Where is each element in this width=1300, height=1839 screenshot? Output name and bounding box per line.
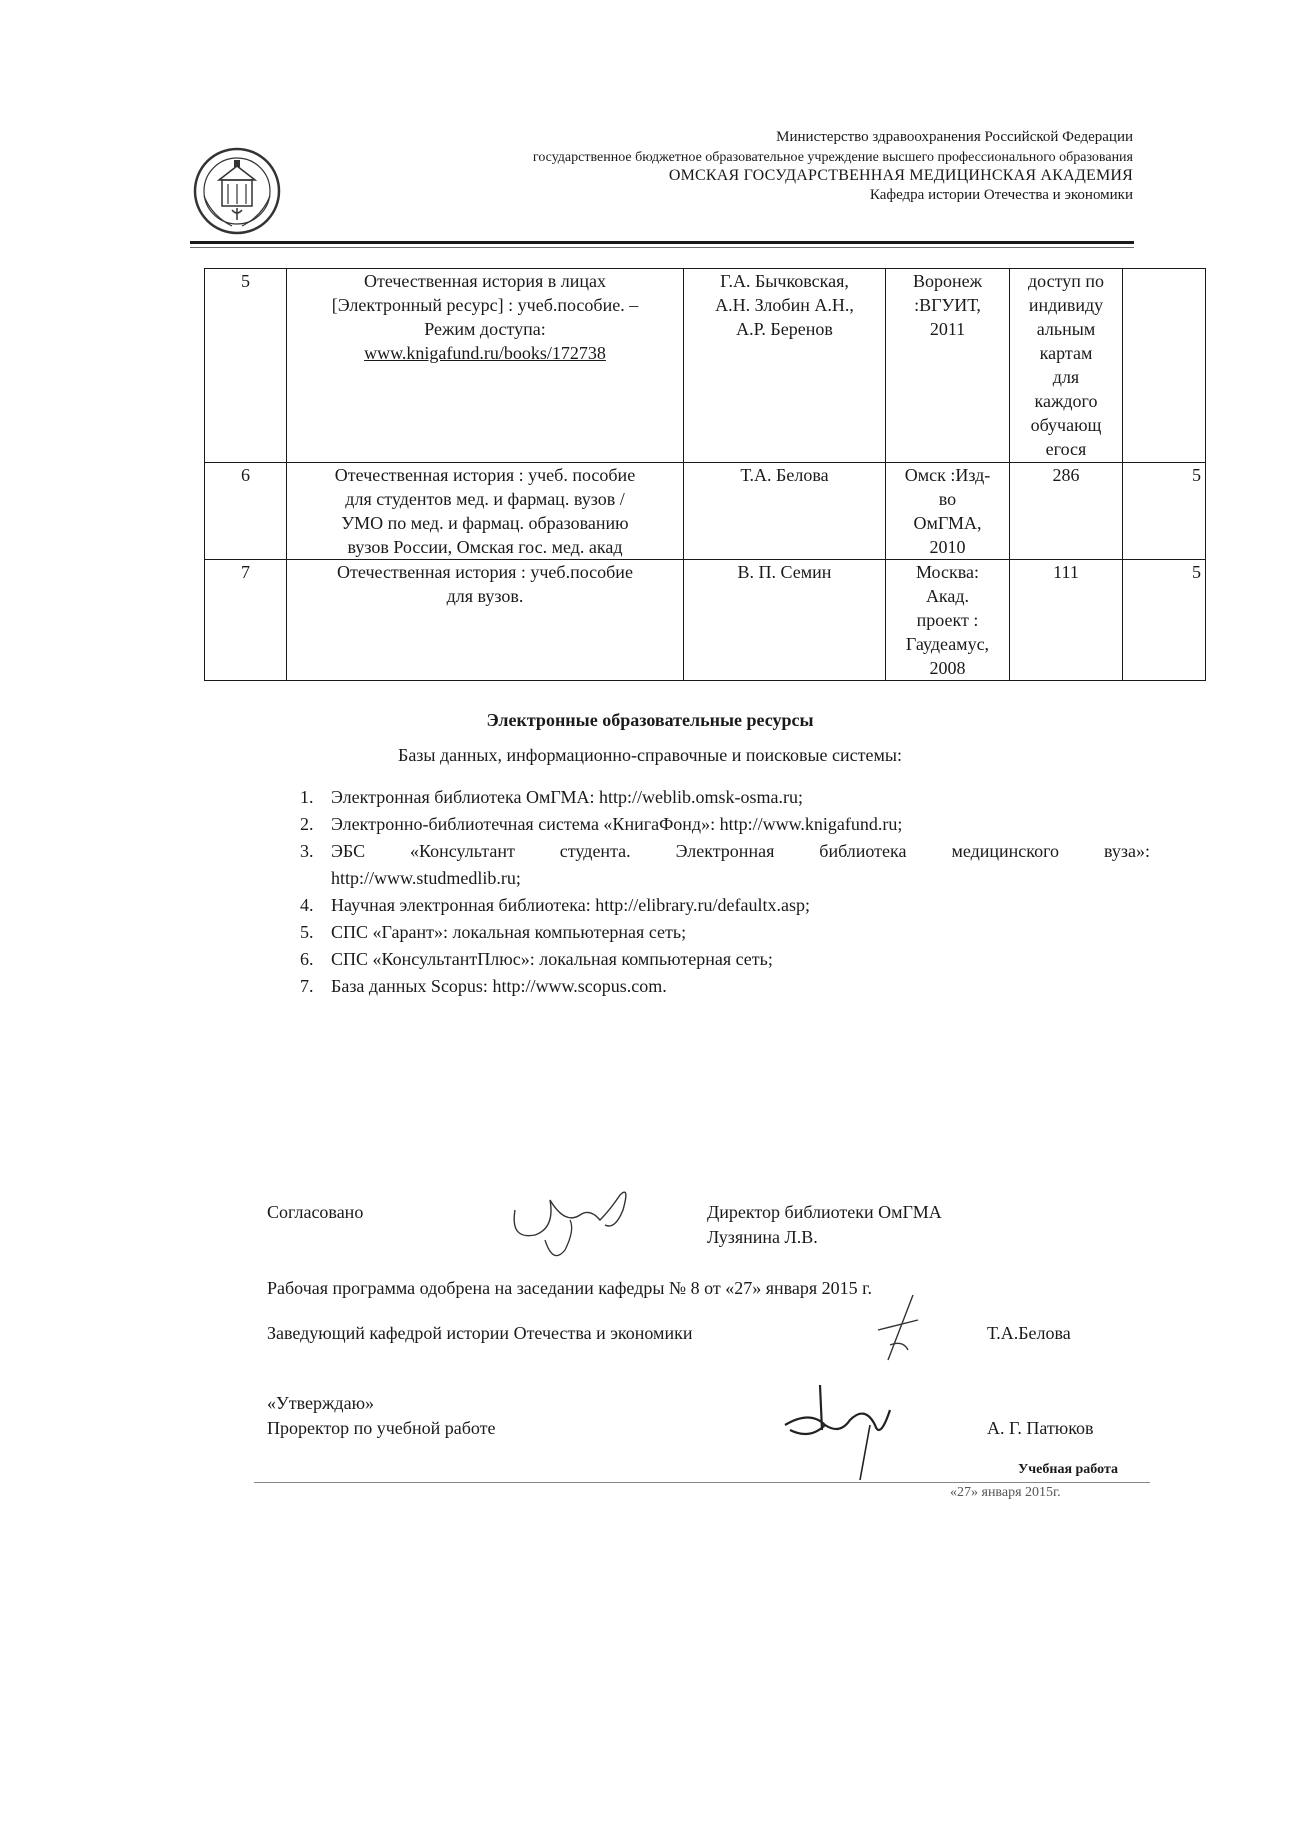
list-item-continuation: http://www.studmedlib.ru; — [331, 868, 521, 888]
list-item: 6. СПС «КонсультантПлюс»: локальная компьютерная сеть; — [300, 949, 773, 969]
department-head-name: Т.А.Белова — [987, 1323, 1071, 1343]
table-row — [205, 269, 1206, 463]
book-copies: доступ по индивиду альным картам для каждого обучающ егося — [1010, 269, 1123, 463]
list-item: 5. СПС «Гарант»: локальная компьютерная сеть; — [300, 922, 687, 942]
department-head-signature — [868, 1290, 928, 1370]
header-institution-type: государственное бюджетное образовательное учреждение высшего профессионального образования — [532, 150, 1133, 165]
header-academy-name: ОМСКАЯ ГОСУДАРСТВЕННАЯ МЕДИЦИНСКАЯ АКАДЕМИЯ — [668, 167, 1133, 184]
table-row — [205, 463, 1206, 560]
header-divider — [190, 241, 1134, 244]
book-authors: Т.А. Белова — [684, 463, 886, 560]
department-head-title: Заведующий кафедрой истории Отечества и экономики — [267, 1323, 693, 1343]
row-number: 5 — [205, 269, 287, 463]
book-copies: 111 — [1010, 560, 1123, 681]
section-subtitle: Базы данных, информационно-справочные и поисковые системы: — [397, 745, 903, 765]
book-publisher: Омск :Изд- во ОмГМА, 2010 — [886, 463, 1010, 560]
row-number: 7 — [205, 560, 287, 681]
row-number: 6 — [205, 463, 287, 560]
stamp-divider — [254, 1482, 1150, 1483]
list-item: 7. База данных Scopus: http://www.scopus.com. — [300, 976, 667, 996]
book-publisher: Воронеж :ВГУИТ, 2011 — [886, 269, 1010, 463]
library-director-name: Лузянина Л.В. — [707, 1227, 818, 1247]
book-authors: В. П. Семин — [684, 560, 886, 681]
book-extra: 5 — [1123, 463, 1206, 560]
book-title: Отечественная история в лицах [Электронный ресурс] : учеб.пособие. – Режим доступа: www.knigafund.ru/books/172738 — [287, 269, 684, 463]
table-row — [205, 560, 1206, 681]
librarian-signature — [505, 1180, 645, 1270]
resources-list — [300, 784, 1150, 1000]
book-copies: 286 — [1010, 463, 1123, 560]
header-department: Кафедра истории Отечества и экономики — [869, 187, 1133, 203]
book-title: Отечественная история : учеб. пособие для студентов мед. и фармац. вузов / УМО по мед. и фармац. образованию вузов России, Омская гос. мед. акад — [287, 463, 684, 560]
header-divider-thin — [190, 247, 1134, 248]
book-publisher: Москва: Акад. проект : Гаудеамус, 2008 — [886, 560, 1010, 681]
list-item: 1. Электронная библиотека ОмГМА: http://weblib.omsk-osma.ru; — [300, 787, 803, 807]
academy-emblem — [192, 146, 282, 236]
agreed-label: Согласовано — [267, 1202, 364, 1222]
vice-rector-name: А. Г. Патюков — [987, 1418, 1094, 1438]
list-item: 3. ЭБС «Консультант студента. Электронная библиотека медицинского вуза»: — [300, 841, 1150, 861]
approve-label: «Утверждаю» — [267, 1393, 375, 1413]
library-director-title: Директор библиотеки ОмГМА — [707, 1202, 942, 1222]
list-item: 4. Научная электронная библиотека: http://elibrary.ru/defaultx.asp; — [300, 895, 810, 915]
vice-rector-title: Проректор по учебной работе — [267, 1418, 496, 1438]
literature-table — [204, 268, 1206, 681]
book-title: Отечественная история : учеб.пособие для вузов. — [287, 560, 684, 681]
stamp-date: «27» января 2015г. — [950, 1485, 1061, 1500]
list-item: 2. Электронно-библиотечная система «КнигаФонд»: http://www.knigafund.ru; — [300, 814, 903, 834]
book-extra: 5 — [1123, 560, 1206, 681]
approval-note: Рабочая программа одобрена на заседании кафедры № 8 от «27» января 2015 г. — [267, 1278, 873, 1298]
book-extra — [1123, 269, 1206, 463]
book-authors: Г.А. Бычковская, А.Н. Злобин А.Н., А.Р. Беренов — [684, 269, 886, 463]
section-title: Электронные образовательные ресурсы — [486, 710, 814, 730]
book-link[interactable]: www.knigafund.ru/books/172738 — [364, 343, 606, 363]
header-ministry: Министерство здравоохранения Российской Федерации — [776, 129, 1133, 145]
vice-rector-signature — [780, 1380, 900, 1485]
stamp-label: Учебная работа — [1018, 1462, 1118, 1477]
